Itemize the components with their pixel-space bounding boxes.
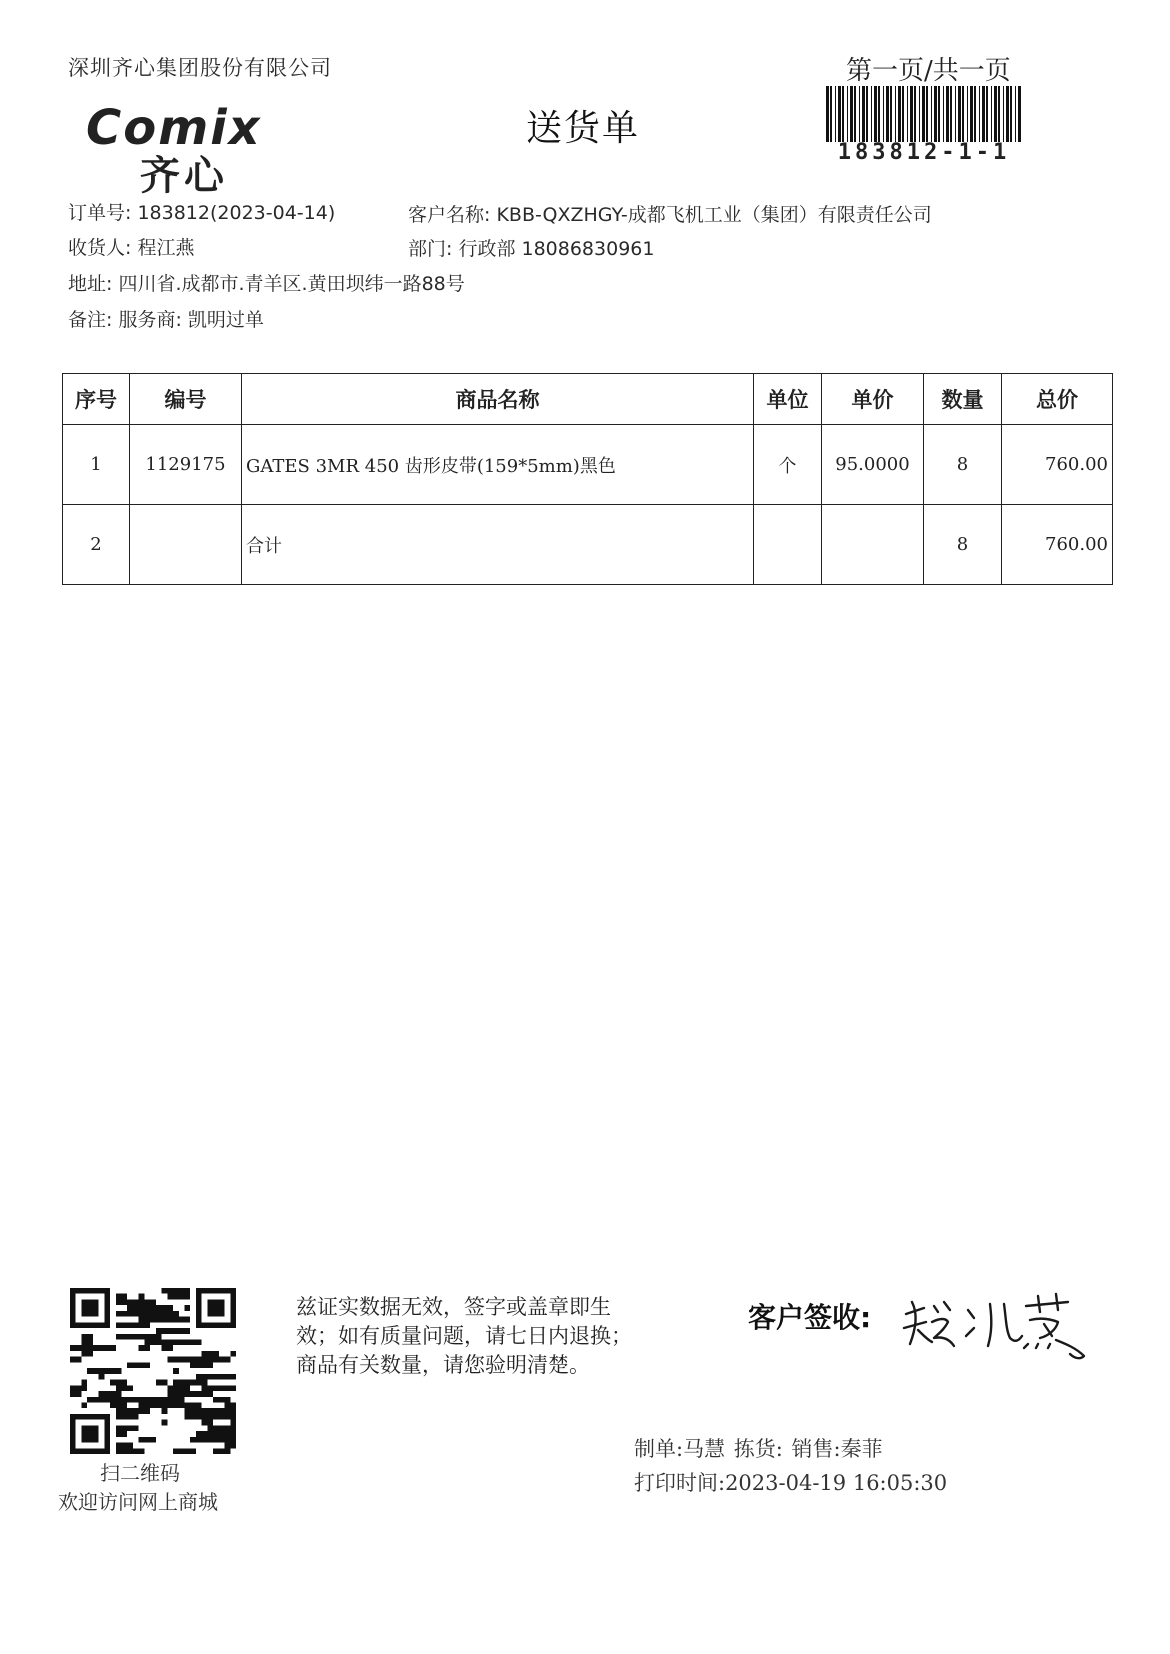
notice-line: 商品有关数量，请您验明清楚。 — [296, 1353, 590, 1377]
customer-sign-label: 客户签收: — [748, 1301, 872, 1334]
column-header: 编号 — [130, 374, 242, 425]
cell-index: 2 — [63, 505, 130, 585]
cell-quantity: 8 — [924, 505, 1002, 585]
cell-code — [130, 505, 242, 585]
items-table — [62, 373, 1113, 585]
qr-caption-scan: 扫二维码 — [100, 1461, 180, 1485]
cell-index: 1 — [63, 425, 130, 505]
table-header-row — [63, 374, 1113, 425]
table-row — [63, 425, 1113, 505]
barcode-number: 183812-1-1 — [837, 140, 1011, 165]
company-name: 深圳齐心集团股份有限公司 — [68, 56, 332, 80]
cell-code: 1129175 — [130, 425, 242, 505]
column-header: 单价 — [822, 374, 924, 425]
page-indicator: 第一页/共一页 — [846, 56, 1011, 86]
order-number-line — [68, 198, 335, 225]
cell-unit-price — [822, 505, 924, 585]
cell-quantity: 8 — [924, 425, 1002, 505]
cell-unit-price: 95.0000 — [822, 425, 924, 505]
column-header: 数量 — [924, 374, 1002, 425]
cell-total: 760.00 — [1002, 505, 1113, 585]
customer-name-value: KBB-QXZHGY-成都飞机工业（集团）有限责任公司 — [496, 204, 932, 226]
remark-value: 服务商: 凯明过单 — [118, 309, 264, 331]
cell-product-name: 合计 — [242, 505, 754, 585]
comix-logo — [86, 100, 306, 199]
address-value: 四川省.成都市.青羊区.黄田坝纬一路88号 — [118, 273, 465, 295]
address-label: 地址: — [68, 273, 113, 295]
order-number-value: 183812(2023-04-14) — [137, 202, 336, 224]
column-header: 总价 — [1002, 374, 1113, 425]
barcode-image — [826, 86, 1022, 142]
remark-label: 备注: — [68, 309, 113, 331]
customer-name-line — [408, 200, 932, 227]
remark-line — [68, 305, 264, 332]
terms-notice — [296, 1293, 666, 1380]
column-header: 序号 — [63, 374, 130, 425]
document-title: 送货单 — [526, 108, 641, 149]
customer-name-label: 客户名称: — [408, 204, 491, 226]
column-header: 单位 — [754, 374, 822, 425]
cell-unit: 个 — [754, 425, 822, 505]
cell-unit — [754, 505, 822, 585]
qr-code-image — [70, 1288, 236, 1454]
receiver-value: 程江燕 — [137, 237, 195, 259]
logo-brand-cn-text: 齐心 — [140, 153, 228, 199]
receiver-line — [68, 233, 194, 260]
notice-line: 效；如有质量问题，请七日内退换； — [296, 1324, 632, 1348]
column-header: 商品名称 — [242, 374, 754, 425]
department-line — [408, 234, 654, 261]
qr-caption-visit: 欢迎访问网上商城 — [58, 1490, 218, 1514]
department-label: 部门: — [408, 238, 453, 260]
logo-brand-text: Comix — [86, 100, 262, 156]
handwritten-signature — [898, 1284, 1090, 1364]
table-row — [63, 505, 1113, 585]
address-line — [68, 269, 465, 296]
department-value: 行政部 18086830961 — [458, 238, 655, 260]
notice-line: 兹证实数据无效，签字或盖章即生 — [296, 1295, 611, 1319]
receiver-label: 收货人: — [68, 237, 132, 259]
print-time: 打印时间:2023-04-19 16:05:30 — [634, 1471, 948, 1495]
order-number-label: 订单号: — [68, 202, 132, 224]
cell-product-name: GATES 3MR 450 齿形皮带(159*5mm)黑色 — [242, 425, 754, 505]
staff-line: 制单:马慧 拣货: 销售:秦菲 — [634, 1437, 883, 1461]
cell-total: 760.00 — [1002, 425, 1113, 505]
